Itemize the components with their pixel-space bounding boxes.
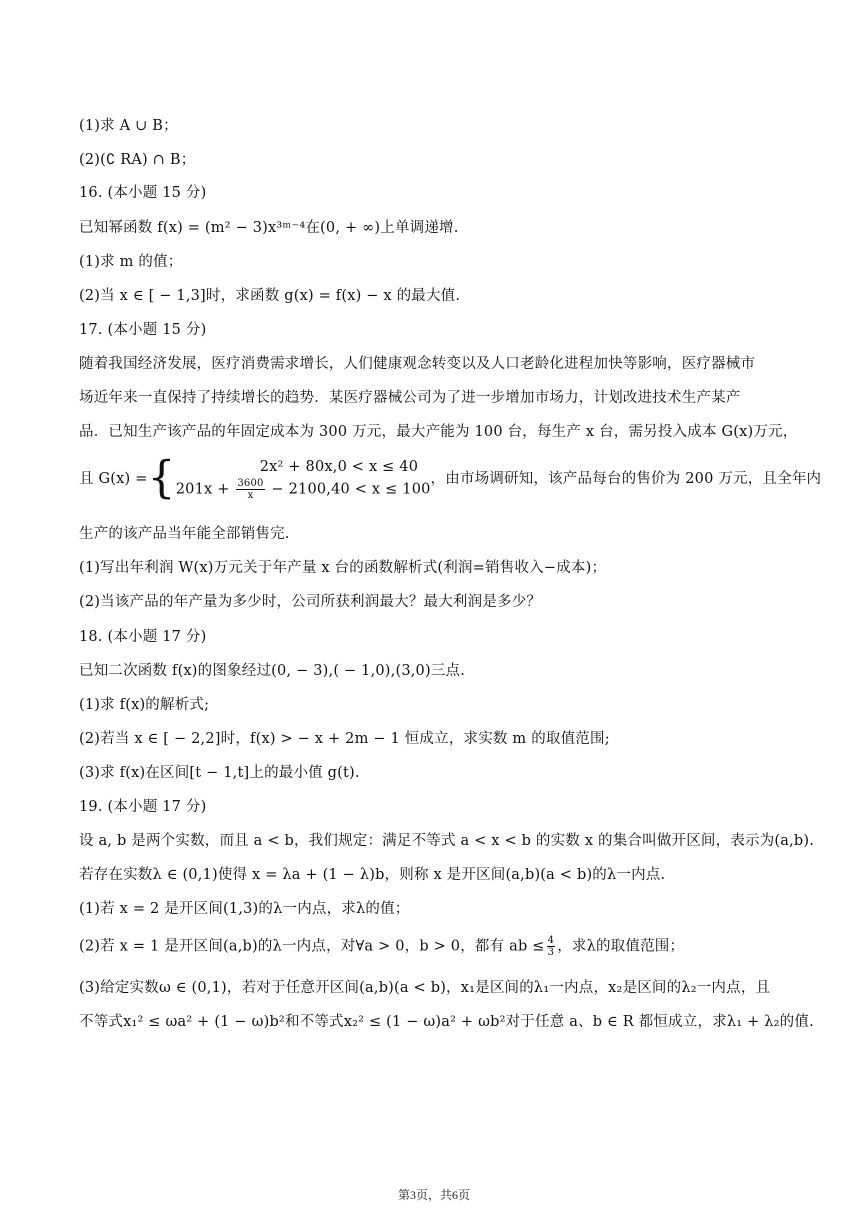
- fraction-numerator: 3600: [237, 478, 264, 489]
- text-line: 已知二次函数 f(x)的图象经过(0, − 3),( − 1,0),(3,0)三点.: [79, 663, 466, 679]
- fraction: [236, 478, 264, 501]
- text-line: (1)求 A ∪ B；: [79, 118, 178, 134]
- text-line: (3)给定实数ω ∈ (0,1)，若对于任意开区间(a,b)(a < b)，x₁是区间的λ₁一内点，x₂是区间的λ₂一内点，且: [79, 980, 771, 996]
- text-line: 已知幂函数 f(x) = (m² − 3)x³ᵐ⁻⁴在(0, + ∞)上单调递增.: [79, 220, 459, 236]
- text-line: (1)若 x = 2 是开区间(1,3)的λ一内点，求λ的值；: [79, 901, 410, 917]
- case-2: [176, 478, 431, 501]
- piecewise-cases: [176, 456, 431, 501]
- text-line: 若存在实数λ ∈ (0,1)使得 x = λa + (1 − λ)b，则称 x 是开区间(a,b)(a < b)的λ一内点.: [79, 867, 666, 883]
- brace-symbol: {: [147, 452, 176, 504]
- text-line: (1)求 f(x)的解析式;: [79, 697, 210, 713]
- page-number: 第3页，共6页: [397, 1188, 470, 1202]
- text-line: 场近年来一直保持了持续增长的趋势．某医疗器械公司为了进一步增加市场力，计划改进技术生产某产: [79, 390, 741, 406]
- fraction-denominator: x: [247, 490, 254, 501]
- fraction-line: [79, 935, 798, 958]
- fraction-numerator: 4: [547, 935, 555, 946]
- text-line: (1)写出年利润 W(x)万元关于年产量 x 台的函数解析式(利润=销售收入−成本)；: [79, 560, 607, 576]
- fraction: [547, 935, 556, 958]
- case-1: 2x² + 80x,0 < x ≤ 40: [259, 459, 419, 475]
- case-2-part-a: 201x +: [175, 481, 235, 498]
- text-line: (2)当该产品的年产量为多少时，公司所获利润最大？最大利润是多少？: [79, 594, 542, 610]
- text-line: (3)求 f(x)在区间[t − 1,t]上的最小值 g(t).: [79, 765, 360, 781]
- line-suffix: ，求λ的取值范围；: [557, 938, 685, 955]
- piecewise-function-line: [79, 452, 822, 504]
- text-line: (1)求 m 的值；: [79, 254, 183, 270]
- piecewise-prefix: 且 G(x) =: [79, 470, 148, 487]
- line-prefix: (2)若 x = 1 是开区间(a,b)的λ一内点，对∀a > 0，b > 0，都有 ab ≤: [79, 938, 545, 955]
- case-2-part-b: − 2100,40 < x ≤ 100: [266, 481, 431, 498]
- text-line: 设 a, b 是两个实数，而且 a < b，我们规定：满足不等式 a < x < b 的实数 x 的集合叫做开区间，表示为(a,b).: [79, 833, 815, 849]
- text-line: 不等式x₁² ≤ ωa² + (1 − ω)b²和不等式x₂² ≤ (1 − ω)a² + ωb²对于任意 a、b ∈ R 都恒成立，求λ₁ + λ₂的值.: [79, 1014, 814, 1030]
- problem-heading-16: 16. (本小题 15 分): [79, 185, 207, 201]
- text-line: (2)若当 x ∈ [ − 2,2]时，f(x) > − x + 2m − 1 恒成立，求实数 m 的取值范围;: [79, 731, 610, 747]
- text-line: (2)当 x ∈ [ − 1,3]时，求函数 g(x) = f(x) − x 的最大值.: [79, 288, 461, 304]
- problem-heading-17: 17. (本小题 15 分): [79, 322, 207, 338]
- text-line: 随着我国经济发展，医疗消费需求增长，人们健康观念转变以及人口老龄化进程加快等影响，医疗器械市: [79, 356, 756, 372]
- text-line: (2)(∁ RA) ∩ B；: [79, 152, 196, 168]
- fraction-denominator: 3: [547, 947, 555, 958]
- text-line: 生产的该产品当年能全部销售完.: [79, 526, 290, 542]
- text-line: 品．已知生产该产品的年固定成本为 300 万元，最大产能为 100 台，每生产 x 台，需另投入成本 G(x)万元，: [79, 424, 798, 440]
- problem-heading-18: 18. (本小题 17 分): [79, 629, 207, 645]
- problem-heading-19: 19. (本小题 17 分): [79, 799, 207, 815]
- piecewise-suffix: ，由市场调研知，该产品每台的售价为 200 万元，且全年内: [430, 470, 822, 487]
